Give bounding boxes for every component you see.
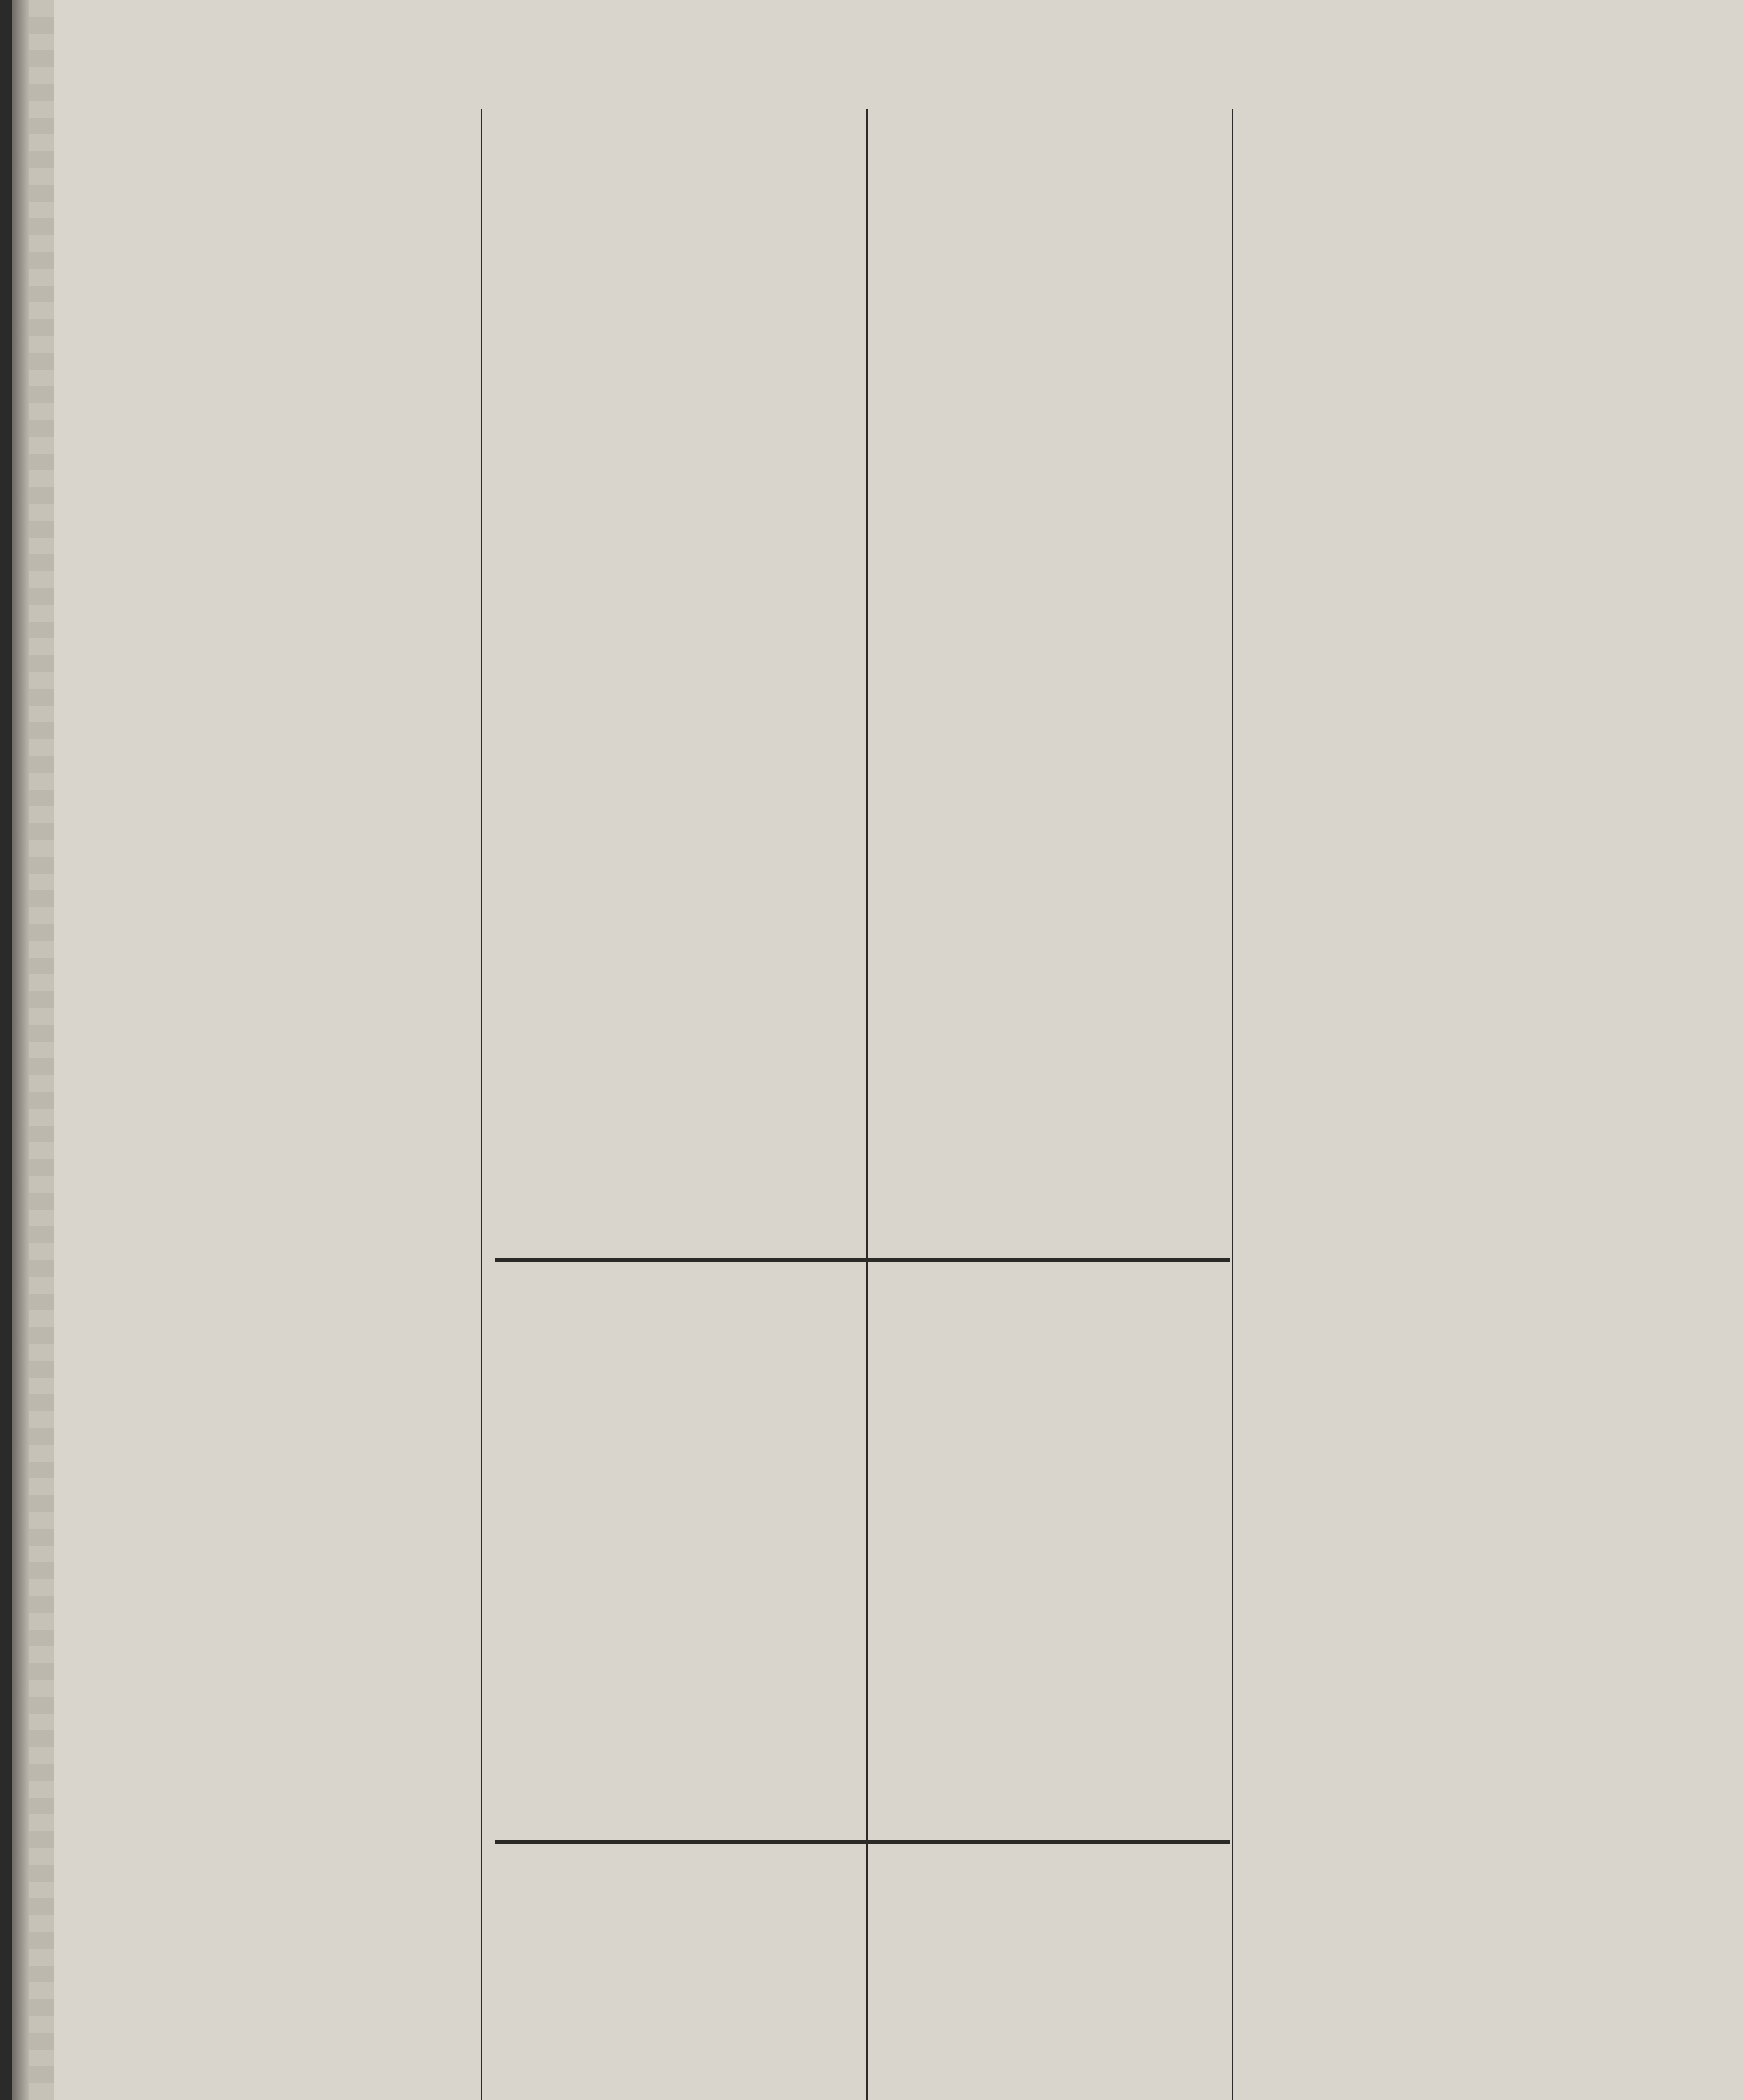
page-gutter (12, 0, 29, 2100)
column-2-3 (495, 109, 1221, 2100)
column-4 (1247, 109, 1709, 2100)
column-rule (1232, 109, 1233, 2100)
column-rule (481, 109, 482, 2100)
column-1 (71, 109, 474, 2100)
previous-page-edge (29, 0, 54, 2100)
newspaper-page (12, 0, 1744, 2100)
